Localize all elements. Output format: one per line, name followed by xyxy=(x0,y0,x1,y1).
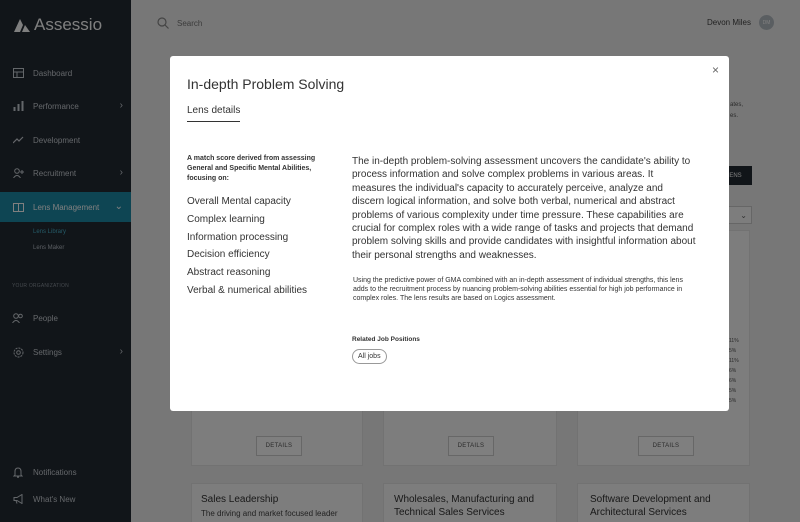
list-item: Complex learning xyxy=(187,213,265,225)
modal-title: In-depth Problem Solving xyxy=(187,76,345,92)
capabilities-list xyxy=(187,193,307,300)
close-icon[interactable]: × xyxy=(711,63,719,77)
tab-lens-details[interactable]: Lens details xyxy=(187,105,240,122)
lens-description: The in-depth problem-solving assessment uncovers the candidate's ability to process information and solve complex problems in various areas. It measures the individual's capacity to accurately perceive, analyze and discern logical information, and solve both verbal, numerical and abstract problems of various complexity under time pressure. These capabilities are crucial for complex roles with a wide range of tasks and projects that demand problem solving skills and provide candidates with insightful information about their personal strengths and weaknesses. xyxy=(352,156,696,261)
list-item: Information processing xyxy=(187,231,289,243)
lens-details-modal xyxy=(170,56,729,411)
lens-description-secondary: Using the predictive power of GMA combined with an in-depth assessment of individual strengths, this lens adds to the recruitment process by nuancing problem-solving abilities essential for high job performance in complex roles. The lens results are based on Logics assessment. xyxy=(353,277,683,303)
list-item: Overall Mental capacity xyxy=(187,196,291,207)
list-item: Decision efficiency xyxy=(187,249,270,261)
job-position-chip[interactable]: All jobs xyxy=(352,349,387,364)
capabilities-intro: A match score derived from assessing General and Specific Mental Abilities, focusing on: xyxy=(187,155,316,182)
related-jobs-label: Related Job Positions xyxy=(352,336,420,343)
list-item: Abstract reasoning xyxy=(187,267,271,279)
list-item: Verbal & numerical abilities xyxy=(187,284,308,296)
